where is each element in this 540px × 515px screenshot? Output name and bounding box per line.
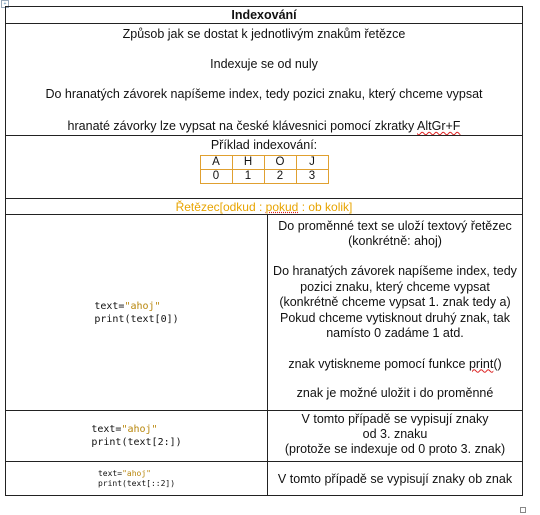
intro-line-3: Do hranatých závorek napíšeme index, tedy pozici znaku, který chceme vypsat — [45, 87, 483, 101]
code-var: text= — [97, 468, 123, 478]
code-var: text= — [91, 424, 122, 435]
code-cell-3 — [6, 462, 268, 495]
letters-row — [200, 156, 328, 170]
code-print: print(text[2:]) — [91, 437, 182, 448]
desc-cell-1 — [268, 215, 522, 410]
intro-line-4 — [6, 119, 522, 133]
desc-text: V tomto případě se vypisují znaky od 3. znaku — [301, 412, 489, 441]
desc-print-prefix: znak vytiskneme pomocí funkce — [288, 356, 469, 371]
desc-text: (protože se indexuje od 0 proto 3. znak) — [284, 442, 506, 456]
letter-cell: J — [296, 156, 328, 170]
shortcut-text: AltGr+F — [417, 119, 461, 133]
index-cell: 1 — [232, 170, 264, 184]
slice-syntax-suffix: : ob kolik] — [298, 200, 353, 214]
resize-handle-icon[interactable] — [520, 507, 526, 513]
slice-syntax — [6, 198, 522, 214]
letter-cell: H — [232, 156, 264, 170]
indexing-table — [5, 6, 523, 496]
desc-text: Do proměnné text se uloží textový řetězec (konkrétně: ahoj) — [278, 219, 512, 248]
desc-text: Do hranatých závorek napíšeme index, tedy pozici znaku, který chceme vypsat (konkrétně chceme vypsat 1. znak tedy a) Pokud chceme vytisknout druhý znak, tak namísto 0 zadáme 1 atd. — [273, 264, 517, 340]
code-block-2 — [91, 423, 181, 449]
example-row-2 — [6, 410, 522, 461]
index-cell: 3 — [296, 170, 328, 184]
index-cell: 0 — [200, 170, 232, 184]
desc-cell-3 — [268, 462, 522, 495]
code-cell-1 — [6, 215, 268, 410]
example-row-3 — [6, 461, 522, 495]
indices-row — [200, 170, 328, 184]
code-string: "ahoj" — [124, 300, 161, 312]
slice-syntax-middle: pokud — [265, 200, 299, 214]
code-cell-2 — [6, 411, 268, 461]
intro-line-4-text: hranaté závorky lze vypsat na české klávesnici pomocí zkratky — [67, 119, 418, 133]
desc-text — [268, 357, 522, 371]
letter-cell: A — [200, 156, 232, 170]
table-title: Indexování — [231, 8, 297, 22]
code-print: print(text[::2]) — [97, 478, 176, 488]
index-table — [200, 155, 329, 184]
code-print: print(text[0]) — [94, 313, 179, 325]
code-var: text= — [94, 300, 125, 312]
table-move-handle-icon[interactable]: + — [1, 0, 9, 8]
slice-syntax-prefix: Řetězec[odkud : — [175, 200, 266, 214]
code-block-3 — [98, 469, 175, 489]
desc-cell-2 — [268, 411, 522, 461]
letter-cell: O — [264, 156, 296, 170]
example-row-1 — [6, 214, 522, 410]
desc-text: znak je možné uložit i do proměnné — [296, 385, 494, 400]
index-cell: 2 — [264, 170, 296, 184]
desc-text: V tomto případě se vypisují znaky ob znak — [277, 471, 513, 486]
intro-section — [6, 23, 522, 135]
example-label: Příklad indexování: — [210, 138, 318, 152]
intro-line-1: Způsob jak se dostat k jednotlivým znakům řetězce — [122, 27, 406, 41]
intro-line-2: Indexuje se od nuly — [210, 57, 318, 71]
desc-print-suffix: () — [493, 356, 502, 371]
code-string: "ahoj" — [121, 424, 158, 435]
code-string: "ahoj" — [122, 468, 151, 478]
code-block-1 — [94, 300, 178, 326]
desc-print-func: print — [468, 356, 494, 371]
example-section — [6, 135, 522, 198]
